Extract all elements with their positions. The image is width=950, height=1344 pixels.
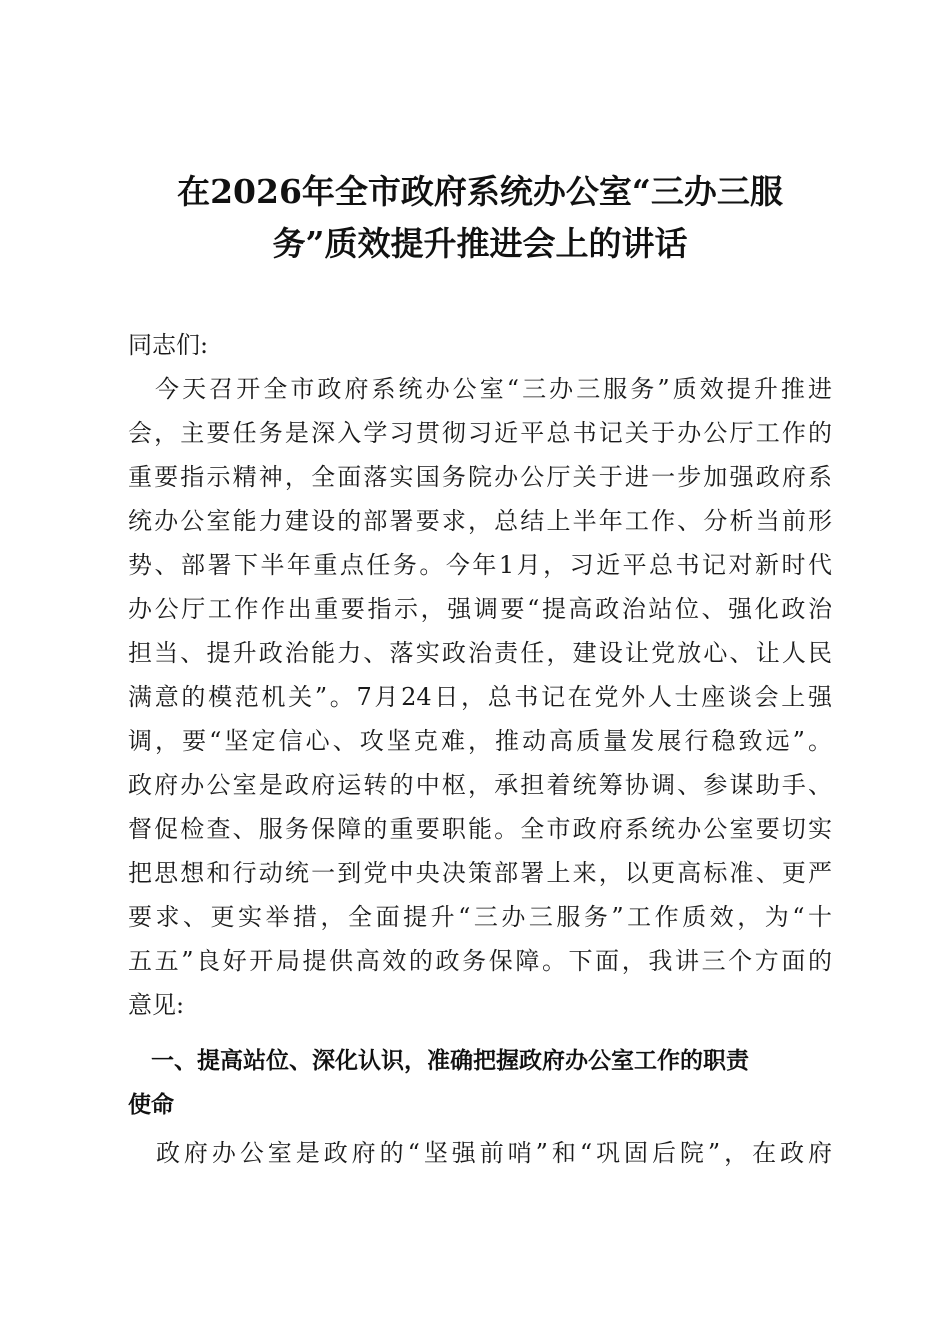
intro-line: 意见: xyxy=(128,991,185,1019)
intro-line: 重要指示精神，全面落实国务院办公厅关于进一步加强政府系 xyxy=(128,463,832,491)
intro-line: 政府办公室是政府运转的中枢，承担着统筹协调、参谋助手、 xyxy=(128,771,832,799)
intro-line: 会，主要任务是深入学习贯彻习近平总书记关于办公厅工作的 xyxy=(128,419,832,447)
intro-line: 五五”良好开局提供高效的政务保障。下面，我讲三个方面的 xyxy=(128,947,832,975)
intro-line: 要求、更实举措，全面提升“三办三服务”工作质效，为“十 xyxy=(128,903,832,931)
document-title-line-2: 务”质效提升推进会上的讲话 xyxy=(272,224,688,263)
section-1-heading-continued: 使命 xyxy=(128,1092,174,1118)
intro-line: 统办公室能力建设的部署要求，总结上半年工作、分析当前形 xyxy=(128,507,832,535)
intro-line: 办公厅工作作出重要指示，强调要“提高政治站位、强化政治 xyxy=(128,595,832,623)
salutation: 同志们: xyxy=(128,331,209,359)
intro-line: 满意的模范机关”。7月24日，总书记在党外人士座谈会上强 xyxy=(128,683,832,711)
section-1-heading: 一、提高站位、深化认识，准确把握政府办公室工作的职责 xyxy=(128,1048,749,1074)
intro-line: 督促检查、服务保障的重要职能。全市政府系统办公室要切实 xyxy=(128,815,832,843)
intro-line: 担当、提升政治能力、落实政治责任，建设让党放心、让人民 xyxy=(128,639,832,667)
intro-line: 势、部署下半年重点任务。今年1月，习近平总书记对新时代 xyxy=(128,551,832,579)
intro-line: 今天召开全市政府系统办公室“三办三服务”质效提升推进 xyxy=(128,375,832,403)
intro-line: 调，要“坚定信心、攻坚克难，推动高质量发展行稳致远”。 xyxy=(128,727,832,755)
section-1-paragraph-line: 政府办公室是政府的“坚强前哨”和“巩固后院”，在政府 xyxy=(128,1139,832,1167)
document-title-line-1: 在2026年全市政府系统办公室“三办三服 xyxy=(177,172,783,211)
intro-line: 把思想和行动统一到党中央决策部署上来，以更高标准、更严 xyxy=(128,859,832,887)
